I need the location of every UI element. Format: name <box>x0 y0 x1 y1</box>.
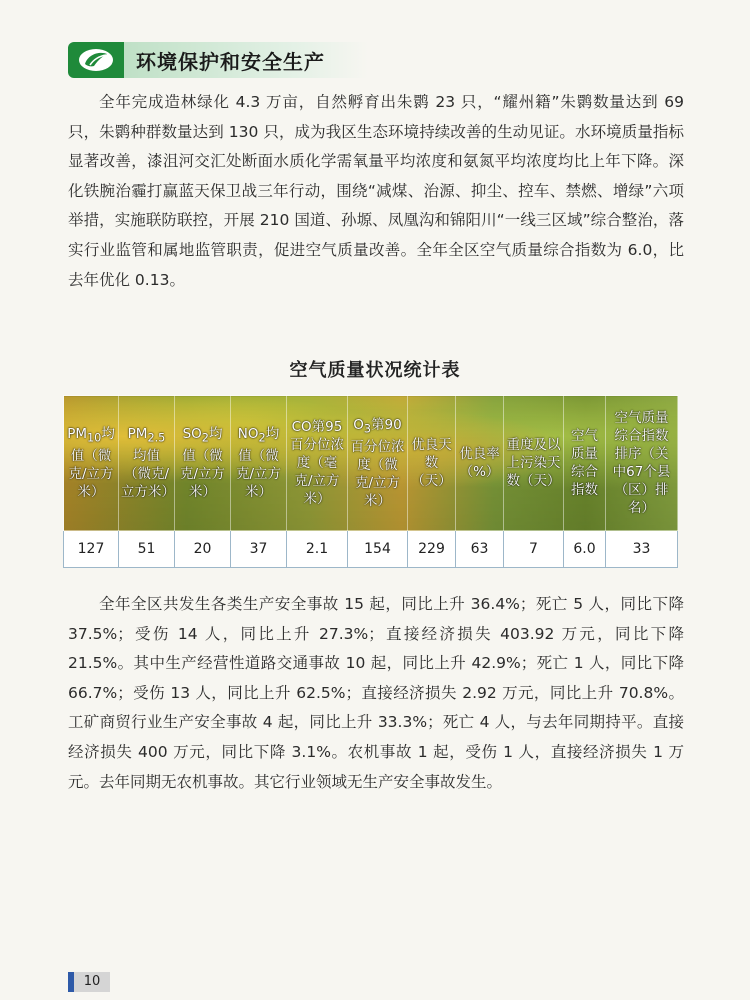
header-pm25: $PM_{2.5}$均值（微克/立方米） <box>119 396 175 531</box>
leaf-icon <box>68 42 124 78</box>
value-pm10: 127 <box>64 531 119 568</box>
value-so2: 20 <box>175 531 231 568</box>
section-header <box>68 42 368 78</box>
value-good-days: 229 <box>408 531 456 568</box>
value-co: 2.1 <box>287 531 348 568</box>
section-title: 环境保护和安全生产 <box>124 42 368 78</box>
header-heavy-pollution-days: 重度及以上污染天数（天） <box>504 396 564 531</box>
air-quality-table <box>63 395 678 568</box>
value-pm25: 51 <box>119 531 175 568</box>
value-o3: 154 <box>348 531 408 568</box>
header-no2: $NO_2$均值（微克/立方米） <box>231 396 287 531</box>
table-title: 空气质量状况统计表 <box>289 360 461 381</box>
environment-paragraph: 全年完成造林绿化 4.3 万亩，自然孵育出朱鹮 23 只，“耀州籍”朱鹮数量达到 69 只，朱鹮种群数量达到 130 只，成为我区生态环境持续改善的生动见证。水环境质量指标显著改善，漆沮河交汇处断面水质化学需氧量平均浓度和氨氮平均浓度均比上年下降。深化铁腕治霾打赢蓝天保卫战三年行动，围绕“减煤、治源、抑尘、控车、禁燃、增绿”六项举措，实施联防联控，开展 210 国道、孙塬、凤凰沟和锦阳川“一线三区域”综合整治，落实行业监管和属地监管职责，促进空气质量改善。全年全区空气质量综合指数为 6.0，比去年优化 0.13。 <box>68 93 684 289</box>
value-no2: 37 <box>231 531 287 568</box>
header-good-days: 优良天数（天） <box>408 396 456 531</box>
safety-paragraph: 全年全区共发生各类生产安全事故 15 起，同比上升 36.4%；死亡 5 人，同比下降 37.5%；受伤 14 人，同比上升 27.3%；直接经济损失 403.92 万元，同比下降 21.5%。其中生产经营性道路交通事故 10 起，同比上升 42.9%；死亡 1 人，同比下降 66.7%；受伤 13 人，同比上升 62.5%；直接经济损失 2.92 万元，同比上升 70.8%。工矿商贸行业生产安全事故 4 起，同比上升 33.3%；死亡 4 人，与去年同期持平。直接经济损失 400 万元，同比下降 3.1%。农机事故 1 起，受伤 1 人，直接经济损失 1 万元。去年同期无农机事故。其它行业领域无生产安全事故发生。 <box>68 595 684 791</box>
value-heavy-pollution-days: 7 <box>504 531 564 568</box>
header-so2: $SO_2$均值（微克/立方米） <box>175 396 231 531</box>
value-good-rate: 63 <box>456 531 504 568</box>
page-number: 10 <box>68 972 110 992</box>
header-pm10: $PM_{10}$均值（微克/立方米） <box>64 396 119 531</box>
value-composite-index: 6.0 <box>564 531 606 568</box>
header-good-rate: 优良率（%） <box>456 396 504 531</box>
header-composite-index: 空气质量综合指数 <box>564 396 606 531</box>
table-row <box>64 531 678 568</box>
table-header-row <box>64 396 678 531</box>
header-index-ranking: 空气质量综合指数排序（关中67个县（区）排名） <box>606 396 678 531</box>
header-o3: $O_3$第90百分位浓度（微克/立方米） <box>348 396 408 531</box>
header-co: CO第95百分位浓度（毫克/立方米） <box>287 396 348 531</box>
value-index-ranking: 33 <box>606 531 678 568</box>
